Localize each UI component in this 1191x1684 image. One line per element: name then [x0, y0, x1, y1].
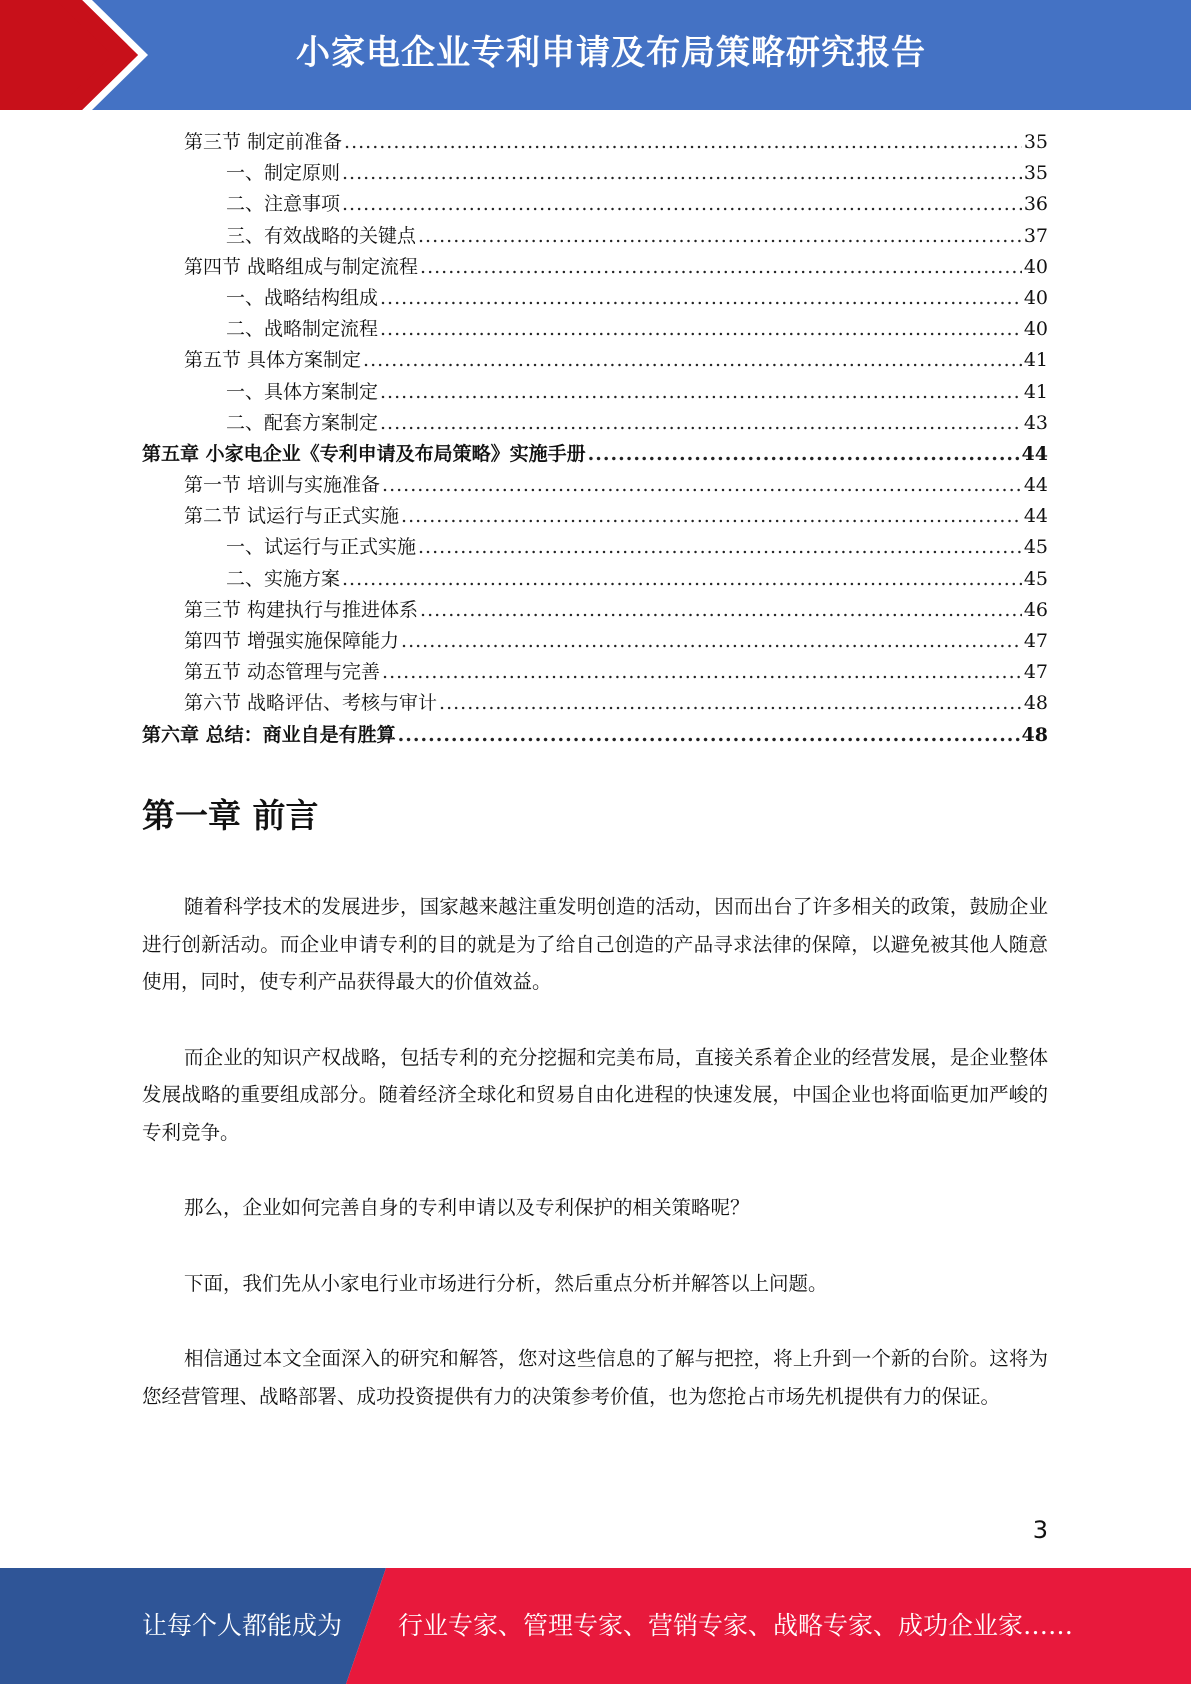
paragraph: 而企业的知识产权战略，包括专利的充分挖掘和完美布局，直接关系着企业的经营发展，是企业整体发展战略的重要组成部分。随着经济全球化和贸易自由化进程的快速发展，中国企业也将面临更加严峻的专利竞争。 [142, 1045, 1048, 1144]
toc-entry[interactable] [142, 657, 1048, 688]
footer-slogan-left: 让每个人都能成为 [142, 1611, 343, 1640]
toc-entry-label: 第六章 总结：商业自是有胜算 [142, 723, 396, 746]
header-band [0, 0, 1191, 110]
toc-entry-label: 三、有效战略的关键点 [226, 224, 417, 247]
toc-entry-label: 第五节 具体方案制定 [184, 349, 362, 372]
toc-leader-dots [380, 408, 1022, 439]
toc-entry-page: 45 [1023, 536, 1048, 559]
toc-entry-page: 48 [1021, 723, 1048, 746]
toc-entry-label: 二、实施方案 [226, 567, 341, 590]
toc-entry[interactable] [142, 564, 1048, 595]
toc-entry-page: 41 [1023, 380, 1048, 403]
toc-entry[interactable] [142, 626, 1048, 657]
toc-entry[interactable] [142, 221, 1048, 252]
toc-entry[interactable] [142, 158, 1048, 189]
toc-leader-dots [401, 626, 1022, 657]
toc-entry-page: 44 [1023, 505, 1048, 528]
toc-entry-label: 第三节 构建执行与推进体系 [184, 598, 419, 621]
toc-entry-page: 44 [1023, 474, 1048, 497]
toc-entry-page: 45 [1023, 567, 1048, 590]
toc-leader-dots [420, 595, 1022, 626]
toc-entry-label: 第二节 试运行与正式实施 [184, 505, 400, 528]
toc-entry-page: 40 [1023, 255, 1048, 278]
toc-entry-label: 二、配套方案制定 [226, 411, 379, 434]
toc-entry[interactable] [142, 252, 1048, 283]
toc-entry[interactable] [142, 688, 1048, 719]
table-of-contents [142, 127, 1048, 751]
toc-leader-dots [398, 720, 1020, 751]
toc-entry-label: 一、战略结构组成 [226, 286, 379, 309]
toc-entry[interactable] [142, 408, 1048, 439]
toc-leader-dots [418, 532, 1022, 563]
toc-entry-label: 第三节 制定前准备 [184, 131, 343, 153]
toc-leader-dots [439, 688, 1022, 719]
toc-entry[interactable] [142, 720, 1048, 751]
toc-entry-page: 40 [1023, 286, 1048, 309]
toc-entry-label: 第四节 增强实施保障能力 [184, 630, 400, 652]
toc-entry-label: 第四节 战略组成与制定流程 [184, 255, 419, 278]
toc-entry-label: 一、具体方案制定 [226, 380, 379, 403]
toc-leader-dots [380, 377, 1022, 408]
toc-entry-label: 第一节 培训与实施准备 [184, 474, 381, 497]
toc-entry-label: 第五节 动态管理与完善 [184, 661, 381, 684]
toc-entry[interactable] [142, 283, 1048, 314]
document-title: 小家电企业专利申请及布局策略研究报告 [296, 33, 926, 73]
footer-band [0, 1568, 1191, 1684]
toc-entry-page: 35 [1023, 131, 1048, 153]
toc-entry-page: 36 [1023, 193, 1048, 216]
toc-leader-dots [342, 158, 1022, 189]
toc-entry-page: 47 [1023, 661, 1048, 684]
chapter-body [142, 888, 1048, 1415]
toc-entry[interactable] [142, 532, 1048, 563]
toc-entry[interactable] [142, 127, 1048, 158]
toc-entry-label: 第五章 小家电企业《专利申请及布局策略》实施手册 [142, 442, 586, 465]
paragraph: 下面，我们先从小家电行业市场进行分析，然后重点分析并解答以上问题。 [184, 1271, 828, 1295]
toc-entry-page: 40 [1023, 318, 1048, 341]
toc-leader-dots [418, 221, 1022, 252]
toc-entry-label: 二、战略制定流程 [226, 318, 379, 341]
toc-entry-page: 47 [1023, 630, 1048, 652]
toc-leader-dots [401, 501, 1022, 532]
toc-entry-page: 35 [1023, 162, 1048, 185]
toc-entry[interactable] [142, 377, 1048, 408]
paragraph: 随着科学技术的发展进步，国家越来越注重发明创造的活动，因而出台了许多相关的政策，鼓励企业进行创新活动。而企业申请专利的目的就是为了给自己创造的产品寻求法律的保障，以避免被其他人随意使用，同时，使专利产品获得最大的价值效益。 [142, 895, 1048, 993]
toc-entry-page: 46 [1023, 598, 1048, 621]
toc-entry-label: 一、试运行与正式实施 [226, 536, 417, 559]
toc-leader-dots [588, 439, 1020, 470]
toc-entry[interactable] [142, 189, 1048, 220]
toc-entry-page: 44 [1021, 442, 1048, 465]
toc-leader-dots [344, 127, 1022, 158]
toc-leader-dots [342, 564, 1022, 595]
toc-leader-dots [420, 252, 1022, 283]
toc-entry-page: 48 [1023, 692, 1048, 715]
toc-entry[interactable] [142, 501, 1048, 532]
toc-entry-label: 一、制定原则 [226, 162, 341, 185]
page-number: 3 [1032, 1516, 1048, 1544]
toc-entry-page: 43 [1023, 411, 1048, 434]
toc-entry-label: 第六节 战略评估、考核与审计 [184, 692, 438, 715]
toc-entry-label: 二、注意事项 [226, 193, 341, 216]
toc-leader-dots [380, 314, 1022, 345]
toc-leader-dots [342, 189, 1022, 220]
toc-leader-dots [363, 345, 1022, 376]
toc-entry-page: 41 [1023, 349, 1048, 372]
chapter-title: 第一章 前言 [142, 796, 319, 835]
toc-leader-dots [380, 283, 1022, 314]
toc-entry[interactable] [142, 314, 1048, 345]
toc-entry[interactable] [142, 439, 1048, 470]
paragraph: 那么，企业如何完善自身的专利申请以及专利保护的相关策略呢？ [184, 1196, 750, 1219]
toc-leader-dots [382, 657, 1022, 688]
toc-entry[interactable] [142, 470, 1048, 501]
paragraph: 相信通过本文全面深入的研究和解答，您对这些信息的了解与把控，将上升到一个新的台阶。这将为您经营管理、战略部署、成功投资提供有力的决策参考价值，也为您抢占市场先机提供有力的保证。 [142, 1347, 1048, 1408]
toc-entry[interactable] [142, 345, 1048, 376]
toc-entry-page: 37 [1023, 224, 1048, 247]
toc-entry[interactable] [142, 595, 1048, 626]
footer-slogan-right: 行业专家、管理专家、营销专家、战略专家、成功企业家…… [398, 1611, 1074, 1640]
toc-leader-dots [382, 470, 1022, 501]
